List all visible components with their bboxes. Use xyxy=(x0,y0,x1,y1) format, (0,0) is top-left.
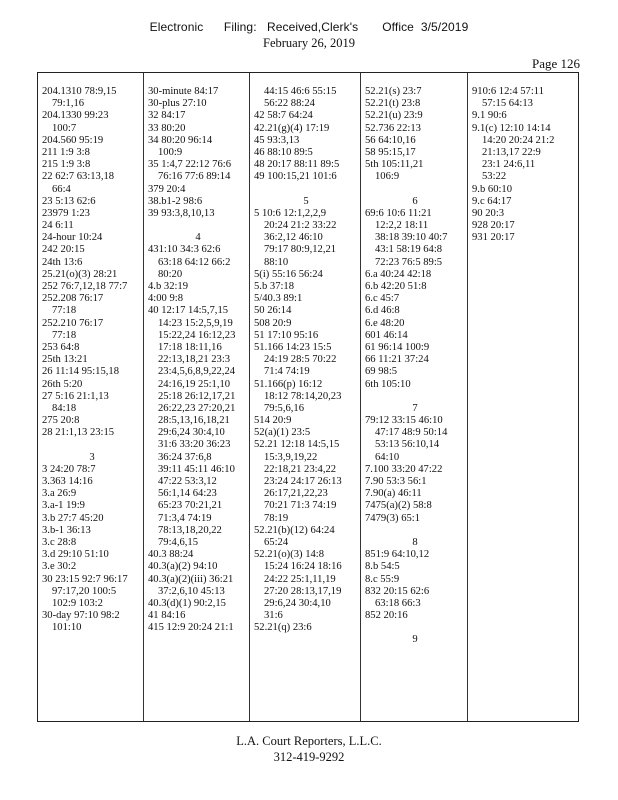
index-entry-continuation: 44:15 46:6 55:15 xyxy=(264,86,337,97)
index-entry-continuation: 56:22 88:24 xyxy=(264,98,315,110)
index-entry: 52(a)(1) 23:5 xyxy=(254,427,311,439)
index-entry: 40.3(a)(2) 94:10 xyxy=(148,561,218,573)
index-entry-continuation: 65:24 xyxy=(264,536,289,548)
index-entry: 7.90(a) 46:11 xyxy=(365,488,422,500)
index-entry-continuation: 43:1 58:19 64:8 xyxy=(375,244,443,256)
index-entry: 3.b 27:7 45:20 xyxy=(42,512,104,524)
index-entry: 52.736 22:13 xyxy=(365,122,421,134)
index-entry: 253 64:8 xyxy=(42,341,80,353)
index-entry: 275 20:8 xyxy=(42,415,80,427)
index-entry: 5th 105:11,21 xyxy=(365,159,424,171)
index-entry: 601 46:14 xyxy=(365,329,408,341)
filing-stamp-line: Electronic Filing: Received,Clerk's Office 3/5/2019 xyxy=(149,20,469,34)
index-entry-continuation: 24:16,19 25:1,10 xyxy=(158,378,231,390)
index-entry: 204.1310 78:9,15 xyxy=(42,86,117,97)
index-entry: 7.90 53:3 56:1 xyxy=(365,476,427,487)
index-entry-continuation: 106:9 xyxy=(375,171,400,183)
index-entry: 69 98:5 xyxy=(365,366,398,378)
index-entry: 7.100 33:20 47:22 xyxy=(365,463,443,475)
index-entry-continuation: 17:18 18:11,16 xyxy=(158,341,222,353)
index-entry: 48 20:17 88:11 89:5 xyxy=(254,159,340,171)
index-entry-continuation: 22:18,21 23:4,22 xyxy=(264,463,337,475)
index-entry: 4:00 9:8 xyxy=(148,293,184,305)
index-entry-continuation: 77:18 xyxy=(52,305,77,317)
index-entry: 415 12:9 20:24 21:1 xyxy=(148,622,234,634)
index-entry-continuation: 100:7 xyxy=(52,122,77,134)
index-entry-continuation: 22:13,18,21 23:3 xyxy=(158,354,231,366)
column-divider xyxy=(143,73,144,721)
index-entry-continuation: 72:23 76:5 89:5 xyxy=(375,256,443,268)
index-entry-continuation: 23:1 24:6,11 xyxy=(482,159,536,171)
index-spacer xyxy=(365,391,465,403)
index-entry: 215 1:9 3:8 xyxy=(42,159,91,171)
index-entry: 25th 13:21 xyxy=(42,354,88,366)
index-entry: 5 10:6 12:1,2,2,9 xyxy=(254,207,327,219)
index-entry: 52.21(t) 23:8 xyxy=(365,98,421,110)
index-spacer xyxy=(365,525,465,537)
index-entry: 9.1 90:6 xyxy=(472,110,507,122)
index-spacer xyxy=(254,184,358,196)
index-entry: 3 24:20 78:7 xyxy=(42,463,96,475)
index-entry: 832 20:15 62:6 xyxy=(365,585,430,597)
index-spacer xyxy=(365,622,465,634)
index-entry-continuation: 65:23 70:21,21 xyxy=(158,500,223,512)
index-section-letter: 7 xyxy=(412,402,418,414)
index-entry: 24-hour 10:24 xyxy=(42,232,103,244)
index-entry-continuation: 14:23 15:2,5,9,19 xyxy=(158,317,233,329)
index-entry: 3.363 14:16 xyxy=(42,476,93,487)
index-entry: 22 62:7 63:13,18 xyxy=(42,171,115,183)
index-entry: 3.c 28:8 xyxy=(42,536,77,548)
index-entry: 514 20:9 xyxy=(254,415,292,427)
index-column-3 xyxy=(254,86,358,634)
index-entry-continuation: 78:13,18,20,22 xyxy=(158,524,222,536)
index-entry: 3.a 26:9 xyxy=(42,488,77,500)
index-entry: 26 11:14 95:15,18 xyxy=(42,366,120,378)
index-entry: 52.21(b)(12) 64:24 xyxy=(254,524,335,536)
index-entry: 34 80:20 96:14 xyxy=(148,134,213,146)
court-reporter-phone: 312-419-9292 xyxy=(273,750,345,764)
index-entry: 7475(a)(2) 58:8 xyxy=(365,500,432,512)
index-entry-continuation: 24:22 25:1,11,19 xyxy=(264,573,336,585)
index-entry: 52.21(o)(3) 14:8 xyxy=(254,549,325,561)
index-entry: 204.1330 99:23 xyxy=(42,110,109,122)
index-entry: 28 21:1,13 23:15 xyxy=(42,427,115,439)
index-entry: 66 11:21 37:24 xyxy=(365,354,429,366)
index-entry-continuation: 14:20 20:24 21:2 xyxy=(482,134,555,146)
column-divider xyxy=(360,73,361,721)
index-entry: 25.21(o)(3) 28:21 xyxy=(42,268,118,280)
index-entry-continuation: 79:5,6,16 xyxy=(264,402,305,414)
index-entry: 58 95:15,17 xyxy=(365,146,416,158)
index-entry-continuation: 47:22 53:3,12 xyxy=(158,476,217,487)
index-entry-continuation: 36:24 37:6,8 xyxy=(158,451,212,463)
index-entry-continuation: 29:6,24 30:4,10 xyxy=(158,427,225,439)
index-entry: 52.21(s) 23:7 xyxy=(365,86,422,97)
index-column-1 xyxy=(42,86,142,634)
index-entry: 852 20:16 xyxy=(365,610,408,622)
index-entry: 40.3(a)(2)(iii) 36:21 xyxy=(148,573,234,585)
index-entry-continuation: 15:24 16:24 18:16 xyxy=(264,561,342,573)
index-entry-continuation: 63:18 66:3 xyxy=(375,597,421,609)
index-entry: 38.b1-2 98:6 xyxy=(148,195,203,207)
index-entry: 26th 5:20 xyxy=(42,378,83,390)
index-entry: 3.b-1 36:13 xyxy=(42,524,91,536)
index-entry: 51.166 14:23 15:5 xyxy=(254,341,332,353)
filing-date: February 26, 2019 xyxy=(263,36,355,50)
index-entry-continuation: 77:18 xyxy=(52,329,77,341)
index-entry-continuation: 37:2,6,10 45:13 xyxy=(158,585,225,597)
index-entry: 204.560 95:19 xyxy=(42,134,104,146)
index-entry-continuation: 23:24 24:17 26:13 xyxy=(264,476,342,487)
index-entry: 6th 105:10 xyxy=(365,378,411,390)
index-entry: 3.d 29:10 51:10 xyxy=(42,549,109,561)
index-entry: 24 6:11 xyxy=(42,220,74,232)
index-entry: 35 1:4,7 22:12 76:6 xyxy=(148,159,231,171)
index-entry-continuation: 76:16 77:6 89:14 xyxy=(158,171,231,183)
index-entry: 910:6 12:4 57:11 xyxy=(472,86,544,97)
index-spacer xyxy=(148,220,248,232)
index-entry-continuation: 27:20 28:13,17,19 xyxy=(264,585,342,597)
index-entry: 9.1(c) 12:10 14:14 xyxy=(472,122,551,134)
index-entry-continuation: 24:19 28:5 70:22 xyxy=(264,354,337,366)
index-entry: 51 17:10 95:16 xyxy=(254,329,319,341)
index-entry: 30-plus 27:10 xyxy=(148,98,207,110)
column-divider xyxy=(467,73,468,721)
index-entry: 242 20:15 xyxy=(42,244,85,256)
index-entry: 252.210 76:17 xyxy=(42,317,104,329)
index-entry-continuation: 31:6 33:20 36:23 xyxy=(158,439,231,451)
index-entry: 52.21(u) 23:9 xyxy=(365,110,423,122)
index-entry: 41 84:16 xyxy=(148,610,186,622)
index-entry: 23979 1:23 xyxy=(42,207,90,219)
index-entry: 508 20:9 xyxy=(254,317,292,329)
index-entry-continuation: 63:18 64:12 66:2 xyxy=(158,256,231,268)
index-entry-continuation: 36:2,12 46:10 xyxy=(264,232,323,244)
index-entry: 40 12:17 14:5,7,15 xyxy=(148,305,229,317)
index-entry: 23 5:13 62:6 xyxy=(42,195,96,207)
index-section-letter: 9 xyxy=(412,634,418,646)
index-entry: 69:6 10:6 11:21 xyxy=(365,207,432,219)
index-entry: 4.b 32:19 xyxy=(148,281,189,292)
index-entry-continuation: 57:15 64:13 xyxy=(482,98,533,110)
court-reporter-name: L.A. Court Reporters, L.L.C. xyxy=(236,734,382,748)
index-entry: 42.21(g)(4) 17:19 xyxy=(254,122,330,134)
index-entry-continuation: 100:9 xyxy=(158,146,183,158)
index-entry-continuation: 15:22,24 16:12,23 xyxy=(158,329,236,341)
index-entry: 9.b 60:10 xyxy=(472,183,513,195)
index-entry-continuation: 29:6,24 30:4,10 xyxy=(264,597,331,609)
index-entry: 79:12 33:15 46:10 xyxy=(365,415,443,427)
index-entry: 30-minute 84:17 xyxy=(148,86,219,97)
index-section-letter: 6 xyxy=(412,195,418,207)
index-entry: 52.21(q) 23:6 xyxy=(254,622,312,634)
index-entry-continuation: 15:3,9,19,22 xyxy=(264,451,318,463)
index-entry: 39 93:3,8,10,13 xyxy=(148,207,215,219)
index-entry: 252 76:7,12,18 77:7 xyxy=(42,281,128,292)
index-entry-continuation: 84:18 xyxy=(52,402,77,414)
index-section-letter: 5 xyxy=(303,195,309,207)
index-entry-continuation: 79:1,16 xyxy=(52,98,85,110)
index-entry: 30-day 97:10 98:2 xyxy=(42,610,120,622)
index-entry-continuation: 56:1,14 64:23 xyxy=(158,488,217,500)
index-entry-continuation: 79:4,6,15 xyxy=(158,536,199,548)
index-entry: 27 5:16 21:1,13 xyxy=(42,390,109,402)
index-entry-continuation: 53:13 56:10,14 xyxy=(375,439,440,451)
index-entry: 8.b 54:5 xyxy=(365,561,400,573)
index-entry-continuation: 97:17,20 100:5 xyxy=(52,585,117,597)
index-entry-continuation: 18:12 78:14,20,23 xyxy=(264,390,342,402)
index-entry: 42 58:7 64:24 xyxy=(254,110,313,122)
index-entry: 49 100:15,21 101:6 xyxy=(254,171,337,183)
index-entry: 928 20:17 xyxy=(472,220,515,232)
index-entry-continuation: 47:17 48:9 50:14 xyxy=(375,427,448,439)
index-entry: 9.c 64:17 xyxy=(472,195,512,207)
index-entry-continuation: 39:11 45:11 46:10 xyxy=(158,463,235,475)
column-divider xyxy=(249,73,250,721)
index-entry: 252.208 76:17 xyxy=(42,293,104,305)
index-entry: 6.d 46:8 xyxy=(365,305,400,317)
index-entry-continuation: 26:17,21,22,23 xyxy=(264,488,328,500)
index-entry: 6.c 45:7 xyxy=(365,293,400,305)
index-section-letter: 3 xyxy=(89,451,95,463)
index-entry-continuation: 38:18 39:10 40:7 xyxy=(375,232,448,244)
index-entry: 6.a 40:24 42:18 xyxy=(365,268,432,280)
index-section-letter: 4 xyxy=(195,232,201,244)
index-entry-continuation: 12:2,2 18:11 xyxy=(375,220,429,232)
index-entry: 30 23:15 92:7 96:17 xyxy=(42,573,128,585)
index-section-letter: 8 xyxy=(412,536,418,548)
index-column-2 xyxy=(148,86,248,634)
index-spacer xyxy=(365,184,465,196)
index-entry: 6.b 42:20 51:8 xyxy=(365,281,427,292)
index-column-5 xyxy=(472,86,578,244)
index-entry-continuation: 71:3,4 74:19 xyxy=(158,512,212,524)
index-entry: 46 88:10 89:5 xyxy=(254,146,313,158)
page-number: Page 126 xyxy=(531,56,580,71)
index-entry: 8.c 55:9 xyxy=(365,573,400,585)
index-entry: 3.e 30:2 xyxy=(42,561,77,573)
index-entry-continuation: 31:6 xyxy=(264,610,283,622)
index-entry-continuation: 25:18 26:12,17,21 xyxy=(158,390,236,402)
index-entry-continuation: 23:4,5,6,8,9,22,24 xyxy=(158,366,236,378)
index-entry: 51.166(p) 16:12 xyxy=(254,378,323,390)
index-entry: 90 20:3 xyxy=(472,207,505,219)
index-entry-continuation: 78:19 xyxy=(264,512,289,524)
index-entry: 6.e 48:20 xyxy=(365,317,405,329)
index-entry: 50 26:14 xyxy=(254,305,292,317)
index-entry-continuation: 53:22 xyxy=(482,171,507,183)
index-entry-continuation: 101:10 xyxy=(52,622,82,634)
index-entry: 931 20:17 xyxy=(472,232,515,244)
index-spacer xyxy=(42,439,142,451)
index-entry: 7479(3) 65:1 xyxy=(365,512,421,524)
index-entry: 5/40.3 89:1 xyxy=(254,293,303,305)
index-entry-continuation: 64:10 xyxy=(375,451,400,463)
index-entry: 32 84:17 xyxy=(148,110,186,122)
index-entry: 40.3(d)(1) 90:2,15 xyxy=(148,597,226,609)
index-entry-continuation: 70:21 71:3 74:19 xyxy=(264,500,337,512)
index-entry: 40.3 88:24 xyxy=(148,549,194,561)
index-entry-continuation: 21:13,17 22:9 xyxy=(482,146,541,158)
index-entry-continuation: 26:22,23 27:20,21 xyxy=(158,402,236,414)
index-entry: 5(i) 55:16 56:24 xyxy=(254,268,323,280)
index-entry: 431:10 34:3 62:6 xyxy=(148,244,221,256)
index-entry: 33 80:20 xyxy=(148,122,186,134)
index-entry-continuation: 20:24 21:2 33:22 xyxy=(264,220,337,232)
index-entry-continuation: 79:17 80:9,12,21 xyxy=(264,244,337,256)
index-entry: 5.b 37:18 xyxy=(254,281,295,292)
index-entry: 45 93:3,13 xyxy=(254,134,300,146)
index-entry: 56 64:10,16 xyxy=(365,134,416,146)
index-column-4 xyxy=(365,86,465,647)
index-entry: 52.21 12:18 14:5,15 xyxy=(254,439,340,451)
index-entry-continuation: 66:4 xyxy=(52,183,71,195)
index-entry: 379 20:4 xyxy=(148,183,186,195)
word-index-box xyxy=(37,72,579,722)
index-entry: 211 1:9 3:8 xyxy=(42,146,90,158)
index-entry-continuation: 88:10 xyxy=(264,256,289,268)
index-entry-continuation: 28:5,13,16,18,21 xyxy=(158,415,230,427)
index-entry-continuation: 102:9 103:2 xyxy=(52,597,103,609)
index-entry: 24th 13:6 xyxy=(42,256,83,268)
index-entry-continuation: 80:20 xyxy=(158,268,183,280)
index-entry-continuation: 71:4 74:19 xyxy=(264,366,310,378)
index-entry: 3.a-1 19:9 xyxy=(42,500,85,512)
index-entry: 851:9 64:10,12 xyxy=(365,549,430,561)
index-entry: 61 96:14 100:9 xyxy=(365,341,430,353)
